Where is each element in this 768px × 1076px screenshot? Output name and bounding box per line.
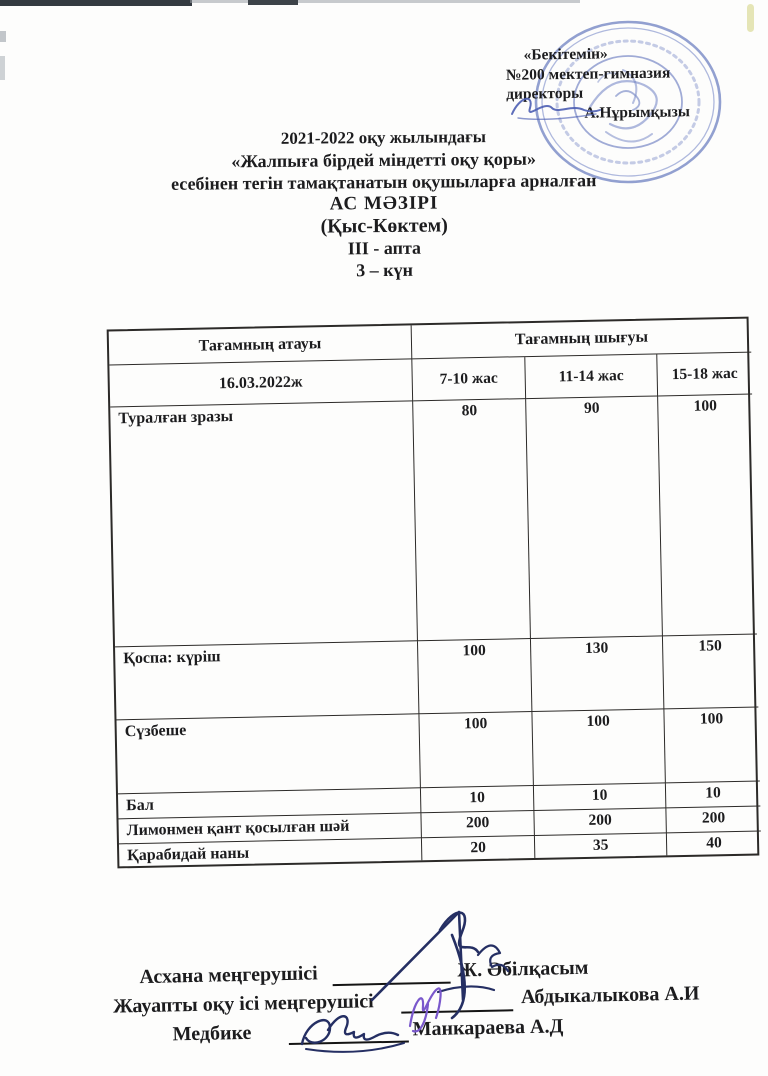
portion-value-cell: 20 bbox=[422, 836, 535, 860]
portion-value-cell: 35 bbox=[535, 833, 667, 858]
signature-line bbox=[401, 1009, 513, 1013]
dish-name-cell: Бал bbox=[118, 788, 421, 819]
approval-line: директоры bbox=[506, 84, 584, 103]
signature-role: Асхана меңгерушісі bbox=[139, 962, 318, 989]
portion-value-cell: 150 bbox=[663, 635, 758, 710]
dish-name-cell: Қоспа: күріш bbox=[115, 641, 419, 720]
director-name: А.Нұрымқызы bbox=[584, 102, 691, 122]
portion-value-cell: 10 bbox=[534, 783, 666, 811]
portion-value-cell: 130 bbox=[531, 636, 664, 712]
portion-value-cell: 10 bbox=[421, 786, 534, 813]
title-line-school-year: 2021-2022 оқу жылындағы bbox=[280, 127, 487, 148]
portion-value-cell: 100 bbox=[658, 395, 757, 637]
header-age-11-14: 11-14 жас bbox=[525, 354, 658, 399]
portion-value-cell: 100 bbox=[418, 639, 532, 714]
portion-value-cell: 100 bbox=[532, 709, 665, 786]
scan-artifact-highlight-streak bbox=[747, 4, 754, 32]
title-menu-heading: АС МӘЗІРІ bbox=[329, 192, 439, 215]
portion-value-cell: 80 bbox=[413, 399, 531, 641]
signature-name: Абдыкалыкова А.И bbox=[520, 982, 700, 1009]
dish-name-cell: Сүзбеше bbox=[117, 714, 421, 794]
dish-name-cell: Қарабидай наны bbox=[119, 838, 422, 866]
portion-value-cell: 200 bbox=[421, 811, 534, 838]
title-line-fund: «Жалпыға бірдей міндетті оқу қоры» bbox=[231, 148, 537, 172]
signature-name: Манкараева А.Д bbox=[412, 1015, 564, 1041]
portion-value-cell: 90 bbox=[526, 396, 663, 639]
signature-role: Медбике bbox=[172, 1021, 252, 1046]
dish-name-cell: Лимонмен қант қосылған шәй bbox=[118, 813, 421, 844]
signature-name: Ж. Әбілқасым bbox=[457, 956, 589, 982]
portion-value-cell: 40 bbox=[706, 834, 723, 852]
portion-value-cell: 200 bbox=[666, 806, 760, 833]
title-season: (Қыс-Көктем) bbox=[320, 214, 448, 238]
approval-line: «Бекітемін» bbox=[523, 45, 608, 64]
signature-line bbox=[333, 982, 451, 986]
portion-value-cell: 10 bbox=[666, 781, 760, 808]
header-portion-output: Тағамның шығуы bbox=[412, 319, 752, 360]
portion-value-cell: 100 bbox=[664, 707, 759, 783]
header-age-15-18: 15-18 жас bbox=[657, 353, 752, 397]
title-day: 3 – күн bbox=[356, 259, 414, 281]
title-week: III - апта bbox=[347, 237, 422, 259]
portion-value-cell: 200 bbox=[534, 808, 666, 836]
signature-role: Жауапты оқу ісі меңгерушісі bbox=[112, 990, 374, 1018]
header-date: 16.03.2022ж bbox=[109, 359, 413, 407]
header-dish-name: Тағамның атауы bbox=[109, 325, 413, 365]
portion-value-cell: 100 bbox=[419, 712, 533, 788]
approval-line: №200 мектеп-гимназия bbox=[505, 64, 671, 84]
dish-name-cell: Туралған зразы bbox=[110, 401, 418, 647]
title-line-purpose: есебінен тегін тамақтанатын оқушыларға арналған bbox=[171, 170, 597, 194]
header-age-7-10: 7-10 жас bbox=[412, 357, 526, 401]
signature-line bbox=[289, 1040, 409, 1045]
